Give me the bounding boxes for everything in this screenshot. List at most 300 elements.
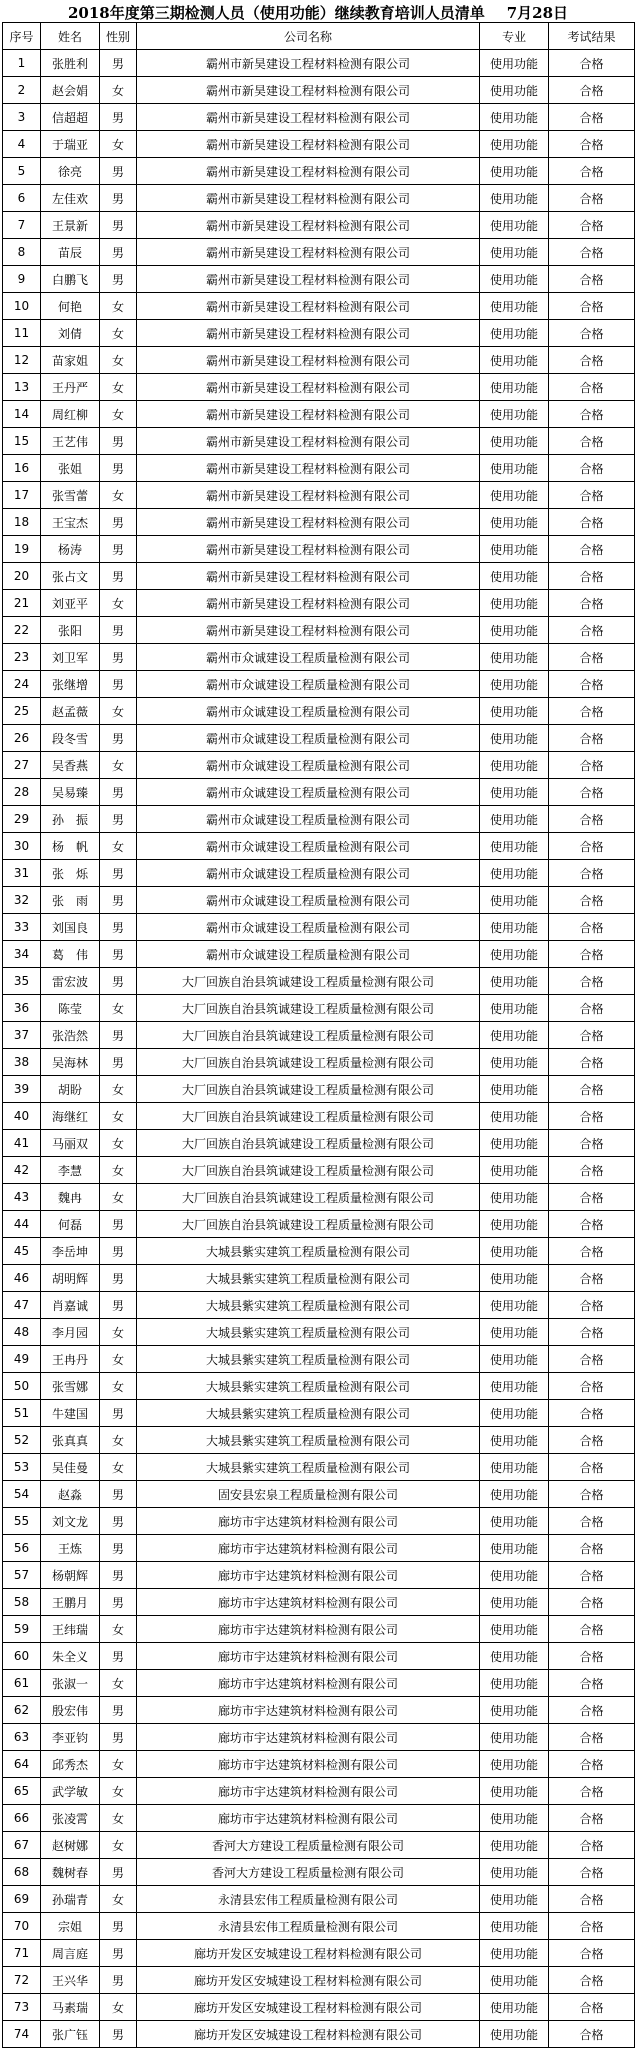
row-result: 合格 bbox=[549, 806, 635, 833]
table-body bbox=[3, 50, 635, 2048]
row-index: 14 bbox=[3, 401, 41, 428]
table-row bbox=[3, 1886, 635, 1913]
row-name: 赵会娟 bbox=[41, 77, 100, 104]
row-name: 段冬雪 bbox=[41, 725, 100, 752]
table-row bbox=[3, 1454, 635, 1481]
row-result: 合格 bbox=[549, 1346, 635, 1373]
row-name: 朱全义 bbox=[41, 1643, 100, 1670]
row-major: 使用功能 bbox=[480, 1751, 549, 1778]
row-company: 霸州市新昊建设工程材料检测有限公司 bbox=[137, 347, 480, 374]
row-company: 霸州市新昊建设工程材料检测有限公司 bbox=[137, 50, 480, 77]
table-row bbox=[3, 671, 635, 698]
row-major: 使用功能 bbox=[480, 1103, 549, 1130]
row-result: 合格 bbox=[549, 158, 635, 185]
table-row bbox=[3, 104, 635, 131]
row-major: 使用功能 bbox=[480, 887, 549, 914]
row-company: 霸州市众诚建设工程质量检测有限公司 bbox=[137, 698, 480, 725]
row-result: 合格 bbox=[549, 509, 635, 536]
row-major: 使用功能 bbox=[480, 752, 549, 779]
row-major: 使用功能 bbox=[480, 293, 549, 320]
row-gender: 男 bbox=[100, 968, 137, 995]
table-row bbox=[3, 1508, 635, 1535]
row-result: 合格 bbox=[549, 1265, 635, 1292]
row-name: 吴佳曼 bbox=[41, 1454, 100, 1481]
row-company: 廊坊市宇达建筑材料检测有限公司 bbox=[137, 1805, 480, 1832]
row-major: 使用功能 bbox=[480, 1886, 549, 1913]
row-gender: 男 bbox=[100, 1697, 137, 1724]
row-result: 合格 bbox=[549, 1184, 635, 1211]
table-row bbox=[3, 1238, 635, 1265]
row-gender: 女 bbox=[100, 752, 137, 779]
row-company: 廊坊开发区安城建设工程材料检测有限公司 bbox=[137, 1967, 480, 1994]
row-major: 使用功能 bbox=[480, 644, 549, 671]
table-row bbox=[3, 1724, 635, 1751]
row-company: 廊坊开发区安城建设工程材料检测有限公司 bbox=[137, 1994, 480, 2021]
row-company: 霸州市众诚建设工程质量检测有限公司 bbox=[137, 671, 480, 698]
row-major: 使用功能 bbox=[480, 1589, 549, 1616]
row-index: 13 bbox=[3, 374, 41, 401]
row-name: 张阳 bbox=[41, 617, 100, 644]
row-result: 合格 bbox=[549, 1994, 635, 2021]
row-result: 合格 bbox=[549, 1481, 635, 1508]
row-index: 10 bbox=[3, 293, 41, 320]
row-company: 霸州市新昊建设工程材料检测有限公司 bbox=[137, 455, 480, 482]
table-row bbox=[3, 428, 635, 455]
header-result: 考试结果 bbox=[549, 23, 635, 50]
row-name: 张凌霄 bbox=[41, 1805, 100, 1832]
table-header bbox=[3, 23, 635, 50]
row-index: 60 bbox=[3, 1643, 41, 1670]
row-gender: 女 bbox=[100, 1076, 137, 1103]
row-name: 刘倩 bbox=[41, 320, 100, 347]
row-gender: 男 bbox=[100, 1400, 137, 1427]
row-index: 63 bbox=[3, 1724, 41, 1751]
table-row bbox=[3, 1265, 635, 1292]
row-company: 霸州市新昊建设工程材料检测有限公司 bbox=[137, 158, 480, 185]
row-result: 合格 bbox=[549, 887, 635, 914]
row-gender: 男 bbox=[100, 2021, 137, 2048]
row-name: 海继红 bbox=[41, 1103, 100, 1130]
table-row bbox=[3, 1157, 635, 1184]
row-result: 合格 bbox=[549, 347, 635, 374]
row-index: 19 bbox=[3, 536, 41, 563]
row-index: 39 bbox=[3, 1076, 41, 1103]
row-company: 廊坊市宇达建筑材料检测有限公司 bbox=[137, 1535, 480, 1562]
row-company: 大厂回族自治县筑诚建设工程质量检测有限公司 bbox=[137, 1022, 480, 1049]
row-index: 46 bbox=[3, 1265, 41, 1292]
row-gender: 男 bbox=[100, 185, 137, 212]
row-company: 大城县紫实建筑工程质量检测有限公司 bbox=[137, 1454, 480, 1481]
row-name: 徐亮 bbox=[41, 158, 100, 185]
row-company: 大城县紫实建筑工程质量检测有限公司 bbox=[137, 1238, 480, 1265]
row-result: 合格 bbox=[549, 1778, 635, 1805]
row-name: 张浩然 bbox=[41, 1022, 100, 1049]
table-row bbox=[3, 77, 635, 104]
table-row bbox=[3, 1535, 635, 1562]
table-row bbox=[3, 1319, 635, 1346]
row-gender: 男 bbox=[100, 806, 137, 833]
row-major: 使用功能 bbox=[480, 1049, 549, 1076]
row-gender: 男 bbox=[100, 1535, 137, 1562]
row-major: 使用功能 bbox=[480, 509, 549, 536]
row-index: 30 bbox=[3, 833, 41, 860]
table-row bbox=[3, 1859, 635, 1886]
row-company: 霸州市新昊建设工程材料检测有限公司 bbox=[137, 536, 480, 563]
row-name: 王冉丹 bbox=[41, 1346, 100, 1373]
row-index: 43 bbox=[3, 1184, 41, 1211]
table-row bbox=[3, 1670, 635, 1697]
table-row bbox=[3, 1832, 635, 1859]
row-name: 苗辰 bbox=[41, 239, 100, 266]
row-name: 张胜利 bbox=[41, 50, 100, 77]
row-major: 使用功能 bbox=[480, 401, 549, 428]
header-company: 公司名称 bbox=[137, 23, 480, 50]
row-index: 36 bbox=[3, 995, 41, 1022]
row-name: 于瑞亚 bbox=[41, 131, 100, 158]
row-gender: 女 bbox=[100, 1832, 137, 1859]
row-major: 使用功能 bbox=[480, 158, 549, 185]
row-name: 王宝杰 bbox=[41, 509, 100, 536]
row-gender: 男 bbox=[100, 1940, 137, 1967]
row-index: 57 bbox=[3, 1562, 41, 1589]
row-company: 霸州市新昊建设工程材料检测有限公司 bbox=[137, 401, 480, 428]
table-row bbox=[3, 482, 635, 509]
row-major: 使用功能 bbox=[480, 131, 549, 158]
row-index: 20 bbox=[3, 563, 41, 590]
row-gender: 男 bbox=[100, 1967, 137, 1994]
row-gender: 女 bbox=[100, 1103, 137, 1130]
row-index: 27 bbox=[3, 752, 41, 779]
row-index: 53 bbox=[3, 1454, 41, 1481]
row-major: 使用功能 bbox=[480, 428, 549, 455]
table-row bbox=[3, 887, 635, 914]
row-major: 使用功能 bbox=[480, 374, 549, 401]
row-result: 合格 bbox=[549, 1454, 635, 1481]
table-row bbox=[3, 1643, 635, 1670]
row-index: 47 bbox=[3, 1292, 41, 1319]
table-row bbox=[3, 617, 635, 644]
table-row bbox=[3, 2021, 635, 2048]
row-result: 合格 bbox=[549, 1967, 635, 1994]
row-result: 合格 bbox=[549, 1211, 635, 1238]
row-index: 31 bbox=[3, 860, 41, 887]
row-result: 合格 bbox=[549, 1400, 635, 1427]
table-row bbox=[3, 1805, 635, 1832]
row-major: 使用功能 bbox=[480, 1319, 549, 1346]
row-name: 王鹏月 bbox=[41, 1589, 100, 1616]
row-index: 4 bbox=[3, 131, 41, 158]
row-company: 霸州市新昊建设工程材料检测有限公司 bbox=[137, 590, 480, 617]
row-result: 合格 bbox=[549, 1670, 635, 1697]
row-gender: 男 bbox=[100, 50, 137, 77]
row-result: 合格 bbox=[549, 1940, 635, 1967]
row-major: 使用功能 bbox=[480, 995, 549, 1022]
row-major: 使用功能 bbox=[480, 1211, 549, 1238]
row-result: 合格 bbox=[549, 914, 635, 941]
row-company: 霸州市众诚建设工程质量检测有限公司 bbox=[137, 833, 480, 860]
table-row bbox=[3, 1076, 635, 1103]
row-major: 使用功能 bbox=[480, 860, 549, 887]
row-name: 宗姐 bbox=[41, 1913, 100, 1940]
row-name: 王景新 bbox=[41, 212, 100, 239]
row-gender: 男 bbox=[100, 1508, 137, 1535]
row-result: 合格 bbox=[549, 563, 635, 590]
row-company: 大城县紫实建筑工程质量检测有限公司 bbox=[137, 1346, 480, 1373]
row-company: 霸州市众诚建设工程质量检测有限公司 bbox=[137, 860, 480, 887]
row-gender: 女 bbox=[100, 995, 137, 1022]
table-row bbox=[3, 1103, 635, 1130]
row-major: 使用功能 bbox=[480, 1076, 549, 1103]
table-row bbox=[3, 968, 635, 995]
row-index: 42 bbox=[3, 1157, 41, 1184]
row-gender: 男 bbox=[100, 914, 137, 941]
row-company: 廊坊市宇达建筑材料检测有限公司 bbox=[137, 1778, 480, 1805]
row-gender: 女 bbox=[100, 1670, 137, 1697]
row-company: 大厂回族自治县筑诚建设工程质量检测有限公司 bbox=[137, 1157, 480, 1184]
row-name: 左佳欢 bbox=[41, 185, 100, 212]
row-result: 合格 bbox=[549, 212, 635, 239]
row-name: 白鹏飞 bbox=[41, 266, 100, 293]
row-name: 李月园 bbox=[41, 1319, 100, 1346]
row-company: 霸州市众诚建设工程质量检测有限公司 bbox=[137, 752, 480, 779]
row-index: 6 bbox=[3, 185, 41, 212]
row-index: 24 bbox=[3, 671, 41, 698]
row-name: 何艳 bbox=[41, 293, 100, 320]
row-gender: 女 bbox=[100, 347, 137, 374]
row-major: 使用功能 bbox=[480, 1508, 549, 1535]
row-index: 62 bbox=[3, 1697, 41, 1724]
row-gender: 男 bbox=[100, 563, 137, 590]
row-company: 大城县紫实建筑工程质量检测有限公司 bbox=[137, 1265, 480, 1292]
row-index: 25 bbox=[3, 698, 41, 725]
row-name: 张 雨 bbox=[41, 887, 100, 914]
row-company: 大厂回族自治县筑诚建设工程质量检测有限公司 bbox=[137, 1184, 480, 1211]
row-company: 廊坊市宇达建筑材料检测有限公司 bbox=[137, 1508, 480, 1535]
row-index: 45 bbox=[3, 1238, 41, 1265]
row-major: 使用功能 bbox=[480, 212, 549, 239]
row-index: 33 bbox=[3, 914, 41, 941]
row-gender: 男 bbox=[100, 104, 137, 131]
table-row bbox=[3, 1913, 635, 1940]
row-major: 使用功能 bbox=[480, 347, 549, 374]
table-row bbox=[3, 806, 635, 833]
row-company: 霸州市新昊建设工程材料检测有限公司 bbox=[137, 374, 480, 401]
header-major: 专业 bbox=[480, 23, 549, 50]
row-result: 合格 bbox=[549, 1913, 635, 1940]
row-name: 马丽双 bbox=[41, 1130, 100, 1157]
row-major: 使用功能 bbox=[480, 1805, 549, 1832]
row-gender: 男 bbox=[100, 455, 137, 482]
row-index: 72 bbox=[3, 1967, 41, 1994]
row-company: 霸州市众诚建设工程质量检测有限公司 bbox=[137, 779, 480, 806]
row-index: 1 bbox=[3, 50, 41, 77]
row-major: 使用功能 bbox=[480, 1643, 549, 1670]
row-name: 殷宏伟 bbox=[41, 1697, 100, 1724]
table-row bbox=[3, 752, 635, 779]
table-row bbox=[3, 725, 635, 752]
row-gender: 女 bbox=[100, 1751, 137, 1778]
row-major: 使用功能 bbox=[480, 185, 549, 212]
row-major: 使用功能 bbox=[480, 1373, 549, 1400]
row-index: 16 bbox=[3, 455, 41, 482]
header-index: 序号 bbox=[3, 23, 41, 50]
row-name: 陈莹 bbox=[41, 995, 100, 1022]
row-company: 廊坊开发区安城建设工程材料检测有限公司 bbox=[137, 2021, 480, 2048]
row-gender: 女 bbox=[100, 1319, 137, 1346]
row-name: 雷宏波 bbox=[41, 968, 100, 995]
row-company: 廊坊市宇达建筑材料检测有限公司 bbox=[137, 1643, 480, 1670]
training-roster-table bbox=[2, 22, 635, 2048]
title-row bbox=[0, 0, 636, 22]
row-gender: 女 bbox=[100, 1454, 137, 1481]
row-result: 合格 bbox=[549, 482, 635, 509]
header-row bbox=[3, 23, 635, 50]
row-gender: 男 bbox=[100, 158, 137, 185]
table-row bbox=[3, 347, 635, 374]
row-gender: 女 bbox=[100, 131, 137, 158]
row-gender: 女 bbox=[100, 77, 137, 104]
row-name: 魏冉 bbox=[41, 1184, 100, 1211]
table-row bbox=[3, 131, 635, 158]
row-name: 葛 伟 bbox=[41, 941, 100, 968]
row-major: 使用功能 bbox=[480, 482, 549, 509]
row-gender: 女 bbox=[100, 1994, 137, 2021]
row-major: 使用功能 bbox=[480, 1184, 549, 1211]
row-company: 霸州市新昊建设工程材料检测有限公司 bbox=[137, 266, 480, 293]
row-index: 28 bbox=[3, 779, 41, 806]
row-name: 刘国良 bbox=[41, 914, 100, 941]
row-result: 合格 bbox=[549, 320, 635, 347]
row-company: 霸州市新昊建设工程材料检测有限公司 bbox=[137, 563, 480, 590]
row-company: 大城县紫实建筑工程质量检测有限公司 bbox=[137, 1400, 480, 1427]
row-result: 合格 bbox=[549, 617, 635, 644]
row-company: 廊坊市宇达建筑材料检测有限公司 bbox=[137, 1751, 480, 1778]
table-row bbox=[3, 320, 635, 347]
row-result: 合格 bbox=[549, 698, 635, 725]
row-index: 44 bbox=[3, 1211, 41, 1238]
row-result: 合格 bbox=[549, 428, 635, 455]
row-index: 12 bbox=[3, 347, 41, 374]
row-index: 58 bbox=[3, 1589, 41, 1616]
page-title bbox=[0, 2, 636, 23]
row-major: 使用功能 bbox=[480, 1535, 549, 1562]
row-company: 永清县宏伟工程质量检测有限公司 bbox=[137, 1913, 480, 1940]
row-index: 2 bbox=[3, 77, 41, 104]
row-name: 张 烁 bbox=[41, 860, 100, 887]
row-name: 孙 振 bbox=[41, 806, 100, 833]
row-index: 37 bbox=[3, 1022, 41, 1049]
row-major: 使用功能 bbox=[480, 833, 549, 860]
row-index: 23 bbox=[3, 644, 41, 671]
row-major: 使用功能 bbox=[480, 1859, 549, 1886]
row-result: 合格 bbox=[549, 1535, 635, 1562]
row-result: 合格 bbox=[549, 2021, 635, 2048]
table-row bbox=[3, 1427, 635, 1454]
table-row bbox=[3, 293, 635, 320]
row-major: 使用功能 bbox=[480, 1481, 549, 1508]
row-major: 使用功能 bbox=[480, 1994, 549, 2021]
row-gender: 女 bbox=[100, 1157, 137, 1184]
row-result: 合格 bbox=[549, 1292, 635, 1319]
row-index: 59 bbox=[3, 1616, 41, 1643]
row-name: 张广钰 bbox=[41, 2021, 100, 2048]
table-row bbox=[3, 941, 635, 968]
row-name: 刘文龙 bbox=[41, 1508, 100, 1535]
row-result: 合格 bbox=[549, 104, 635, 131]
row-major: 使用功能 bbox=[480, 2021, 549, 2048]
table-row bbox=[3, 1967, 635, 1994]
row-result: 合格 bbox=[549, 1049, 635, 1076]
row-index: 51 bbox=[3, 1400, 41, 1427]
table-row bbox=[3, 590, 635, 617]
row-major: 使用功能 bbox=[480, 455, 549, 482]
row-major: 使用功能 bbox=[480, 1427, 549, 1454]
row-company: 大厂回族自治县筑诚建设工程质量检测有限公司 bbox=[137, 1211, 480, 1238]
row-company: 香河大方建设工程质量检测有限公司 bbox=[137, 1832, 480, 1859]
row-gender: 男 bbox=[100, 1481, 137, 1508]
table-row bbox=[3, 1697, 635, 1724]
row-major: 使用功能 bbox=[480, 1913, 549, 1940]
row-gender: 男 bbox=[100, 1643, 137, 1670]
row-gender: 女 bbox=[100, 833, 137, 860]
row-major: 使用功能 bbox=[480, 617, 549, 644]
row-gender: 女 bbox=[100, 374, 137, 401]
row-gender: 男 bbox=[100, 1211, 137, 1238]
table-row bbox=[3, 914, 635, 941]
row-major: 使用功能 bbox=[480, 941, 549, 968]
row-index: 26 bbox=[3, 725, 41, 752]
row-index: 38 bbox=[3, 1049, 41, 1076]
table-row bbox=[3, 1940, 635, 1967]
row-gender: 女 bbox=[100, 1778, 137, 1805]
table-row bbox=[3, 1130, 635, 1157]
row-company: 霸州市新昊建设工程材料检测有限公司 bbox=[137, 185, 480, 212]
table-row bbox=[3, 401, 635, 428]
row-company: 香河大方建设工程质量检测有限公司 bbox=[137, 1859, 480, 1886]
table-row bbox=[3, 455, 635, 482]
row-index: 40 bbox=[3, 1103, 41, 1130]
row-gender: 男 bbox=[100, 1562, 137, 1589]
row-major: 使用功能 bbox=[480, 725, 549, 752]
table-row bbox=[3, 1373, 635, 1400]
row-index: 73 bbox=[3, 1994, 41, 2021]
table-row bbox=[3, 536, 635, 563]
row-gender: 男 bbox=[100, 860, 137, 887]
row-major: 使用功能 bbox=[480, 1940, 549, 1967]
row-name: 信超超 bbox=[41, 104, 100, 131]
row-name: 王兴华 bbox=[41, 1967, 100, 1994]
table-row bbox=[3, 509, 635, 536]
row-name: 邱秀杰 bbox=[41, 1751, 100, 1778]
row-name: 武学敏 bbox=[41, 1778, 100, 1805]
row-index: 35 bbox=[3, 968, 41, 995]
row-result: 合格 bbox=[549, 185, 635, 212]
row-company: 霸州市新昊建设工程材料检测有限公司 bbox=[137, 320, 480, 347]
row-major: 使用功能 bbox=[480, 1346, 549, 1373]
row-name: 张雪蕾 bbox=[41, 482, 100, 509]
table-row bbox=[3, 563, 635, 590]
row-result: 合格 bbox=[549, 77, 635, 104]
row-major: 使用功能 bbox=[480, 671, 549, 698]
row-gender: 男 bbox=[100, 1859, 137, 1886]
row-major: 使用功能 bbox=[480, 77, 549, 104]
table-row bbox=[3, 1778, 635, 1805]
row-gender: 男 bbox=[100, 536, 137, 563]
row-major: 使用功能 bbox=[480, 1562, 549, 1589]
row-result: 合格 bbox=[549, 1103, 635, 1130]
row-result: 合格 bbox=[549, 1751, 635, 1778]
row-index: 22 bbox=[3, 617, 41, 644]
